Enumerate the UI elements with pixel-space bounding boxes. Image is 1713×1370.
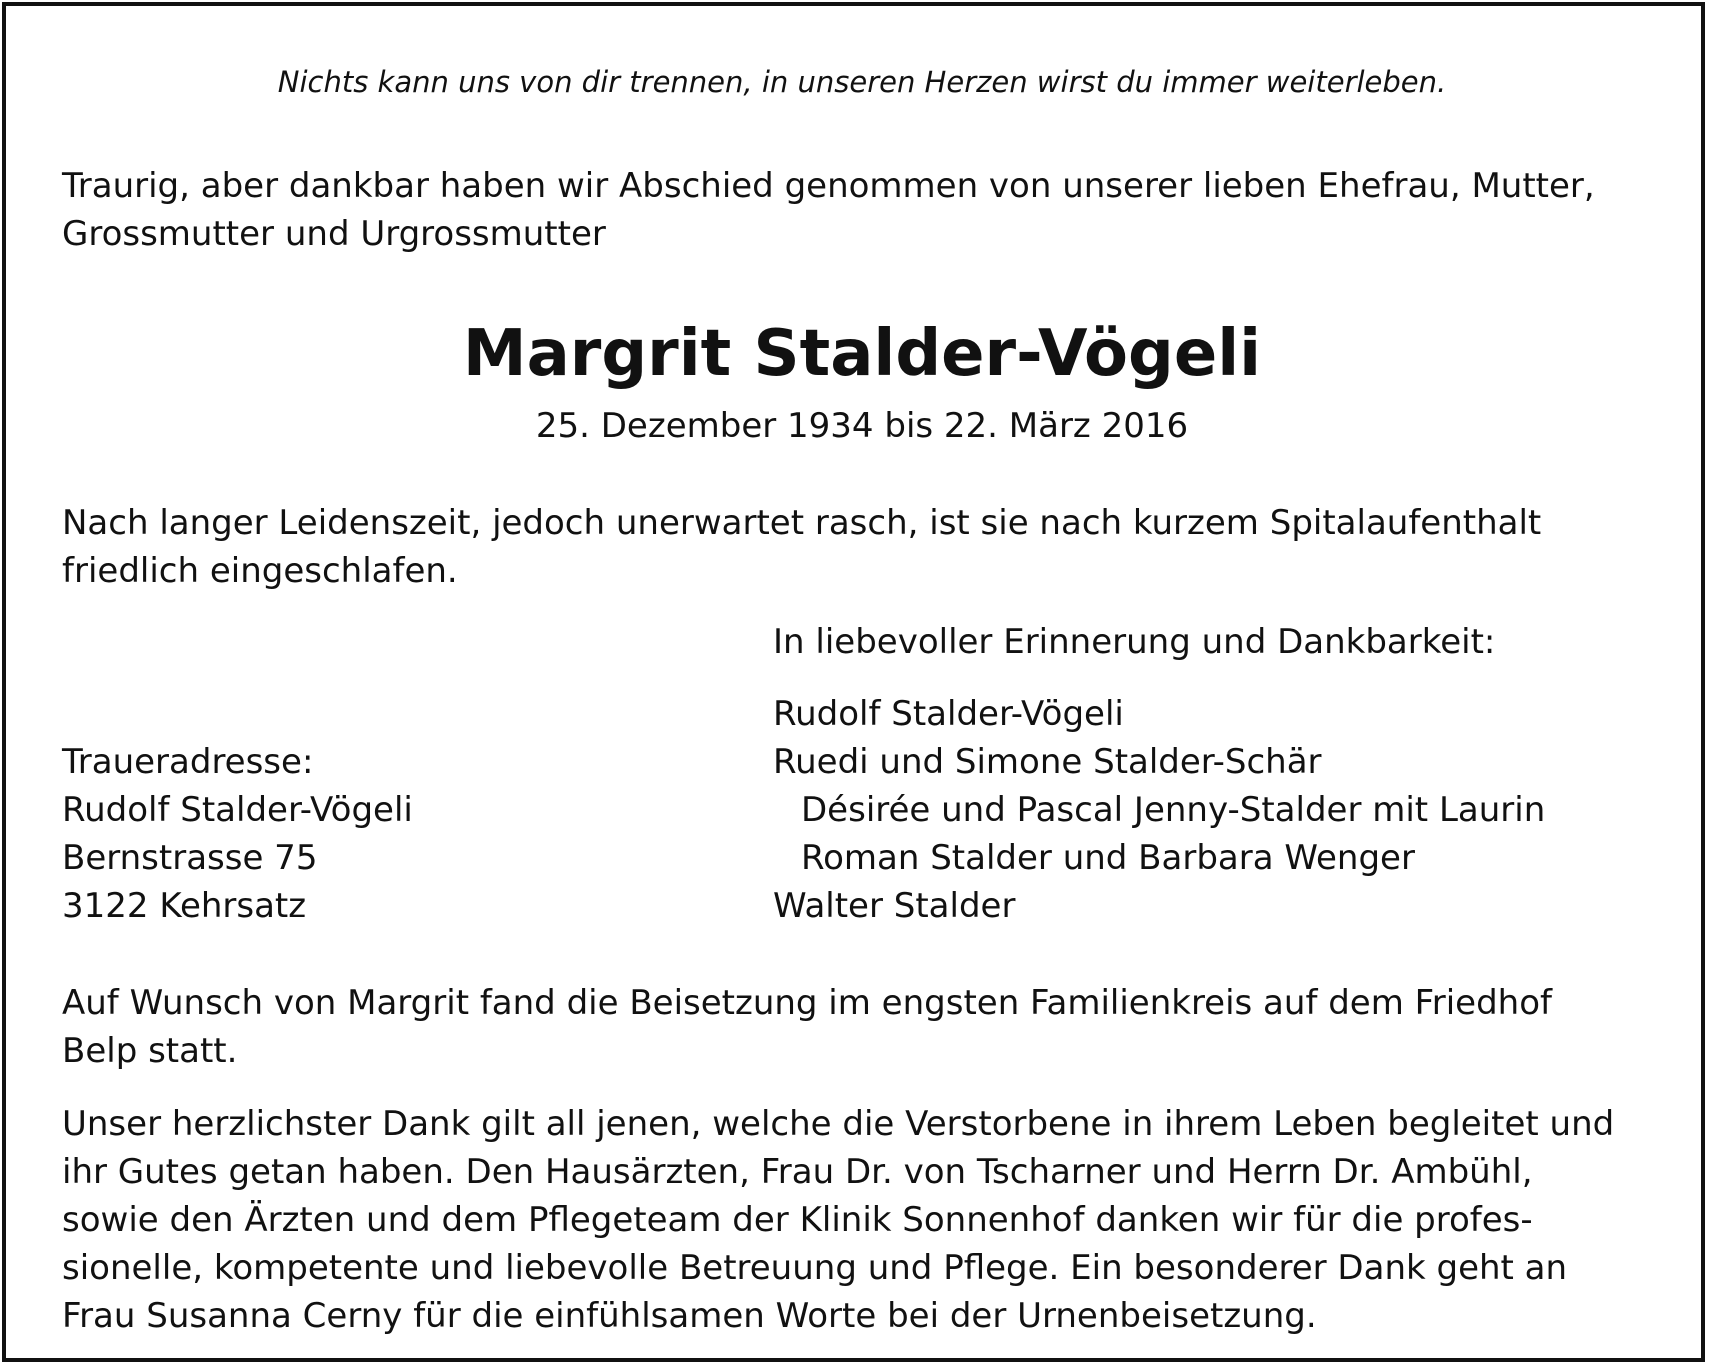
- motto: Nichts kann uns von dir trennen, in unseren Herzen wirst du immer weiterleben.: [277, 65, 1447, 99]
- thanks-text: [62, 1100, 1662, 1340]
- family-member: Rudolf Stalder-Vögeli: [773, 694, 1124, 734]
- family-member: Roman Stalder und Barbara Wenger: [801, 838, 1415, 878]
- passing-text: [62, 499, 1662, 595]
- passing-line: Nach langer Leidenszeit, jedoch unerwartet rasch, ist sie nach kurzem Spitalaufenthalt: [62, 503, 1542, 543]
- family-signatures: [773, 618, 1673, 930]
- intro-text: [62, 162, 1662, 258]
- thanks-line: Frau Susanna Cerny für die einfühlsamen Worte bei der Urnenbeisetzung.: [62, 1296, 1317, 1336]
- family-member: Désirée und Pascal Jenny-Stalder mit Laurin: [801, 790, 1546, 830]
- intro-line: Grossmutter und Urgrossmutter: [62, 214, 606, 254]
- intro-line: Traurig, aber dankbar haben wir Abschied genommen von unserer lieben Ehefrau, Mutter,: [62, 166, 1595, 206]
- address-label: Traueradresse:: [62, 742, 314, 782]
- family-member: Ruedi und Simone Stalder-Schär: [773, 742, 1322, 782]
- burial-line: Auf Wunsch von Margrit fand die Beisetzung im engsten Familienkreis auf dem Friedhof: [62, 983, 1552, 1023]
- memory-heading: In liebevoller Erinnerung und Dankbarkeit:: [773, 622, 1496, 662]
- address-street: Bernstrasse 75: [62, 838, 318, 878]
- thanks-line: sionelle, kompetente und liebevolle Betreuung und Pflege. Ein besonderer Dank geht an: [62, 1248, 1568, 1288]
- thanks-line: ihr Gutes getan haben. Den Hausärzten, Frau Dr. von Tscharner und Herrn Dr. Ambühl,: [62, 1152, 1533, 1192]
- address-city: 3122 Kehrsatz: [62, 886, 307, 926]
- thanks-line: sowie den Ärzten und dem Pflegeteam der Klinik Sonnenhof danken wir für die profes-: [62, 1200, 1533, 1240]
- deceased-name: Margrit Stalder-Vögeli: [462, 317, 1262, 391]
- address-name: Rudolf Stalder-Vögeli: [62, 790, 413, 830]
- passing-line: friedlich eingeschlafen.: [62, 551, 458, 591]
- family-member: Walter Stalder: [773, 886, 1016, 926]
- burial-line: Belp statt.: [62, 1031, 238, 1071]
- burial-text: [62, 979, 1662, 1075]
- mourning-address: [62, 738, 662, 930]
- thanks-line: Unser herzlichster Dank gilt all jenen, welche die Verstorbene in ihrem Leben begleitet und: [62, 1104, 1615, 1144]
- life-dates: 25. Dezember 1934 bis 22. März 2016: [535, 406, 1189, 446]
- obituary-notice: [2, 2, 1705, 1362]
